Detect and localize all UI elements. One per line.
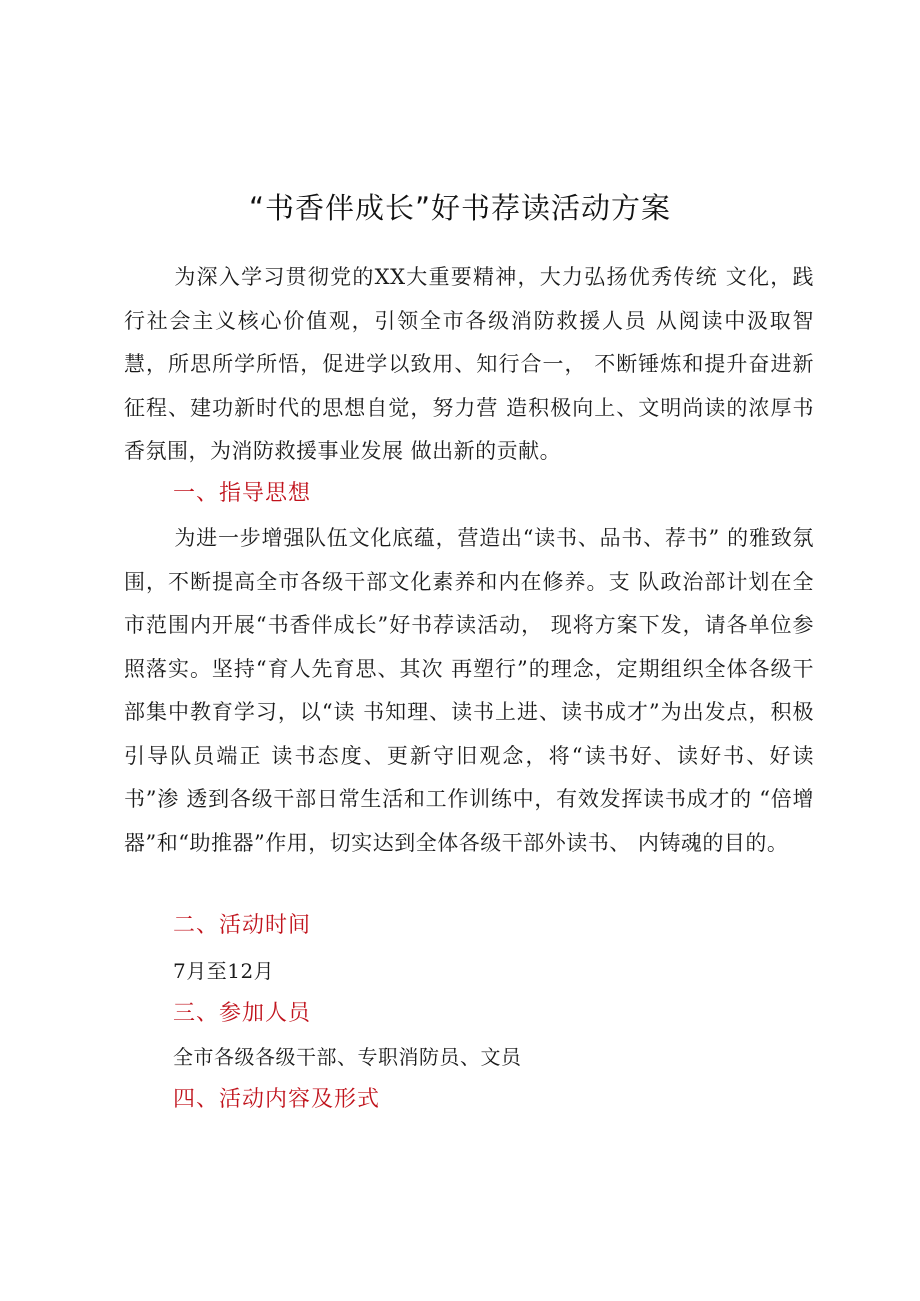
section-heading-participants: 三、参加人员 <box>173 1001 312 1026</box>
intro-paragraph: 为深入学习贯彻党的XX大重要精神，大力弘扬优秀传统 文化，践行社会主义核心价值观，引领全市各级消防救援人员 从阅读中汲取智慧，所思所学所悟，促进学以致用、知行合一， 不断锤炼和提升奋进新征程、建功新时代的思想自觉，努力营 造积极向上、文明尚读的浓厚书香氛围，为消防救援事业发展 做出新的贡献。 <box>124 265 814 463</box>
section-heading-guiding-ideology: 一、指导思想 <box>173 481 312 506</box>
section-heading-activity-time: 二、活动时间 <box>173 913 312 938</box>
section-text-participants: 全市各级各级干部、专职消防员、文员 <box>173 1045 522 1069</box>
section-text-guiding-ideology: 为进一步增强队伍文化底蕴，营造出“读书、品书、荐书” 的雅致氛围，不断提高全市各级干部文化素养和内在修养。支 队政治部计划在全市范围内开展“书香伴成长”好书荐读活动， 现将方案下发，请各单位参照落实。坚持“育人先育思、其次 再塑行”的理念，定期组织全体各级干部集中教育学习，以“读 书知理、读书上进、读书成才”为出发点，积极引导队员端正 读书态度、更新守旧观念，将“读书好、读好书、好读书”渗 透到各级干部日常生活和工作训练中，有效发挥读书成才的 “倍增器”和“助推器”作用，切实达到全体各级干部外读书、 内铸魂的目的。 <box>124 526 814 855</box>
document-title: “书香伴成长”好书荐读活动方案 <box>248 191 672 225</box>
section-heading-activity-content: 四、活动内容及形式 <box>173 1087 381 1112</box>
section-text-activity-time: 7月至12月 <box>173 959 275 983</box>
